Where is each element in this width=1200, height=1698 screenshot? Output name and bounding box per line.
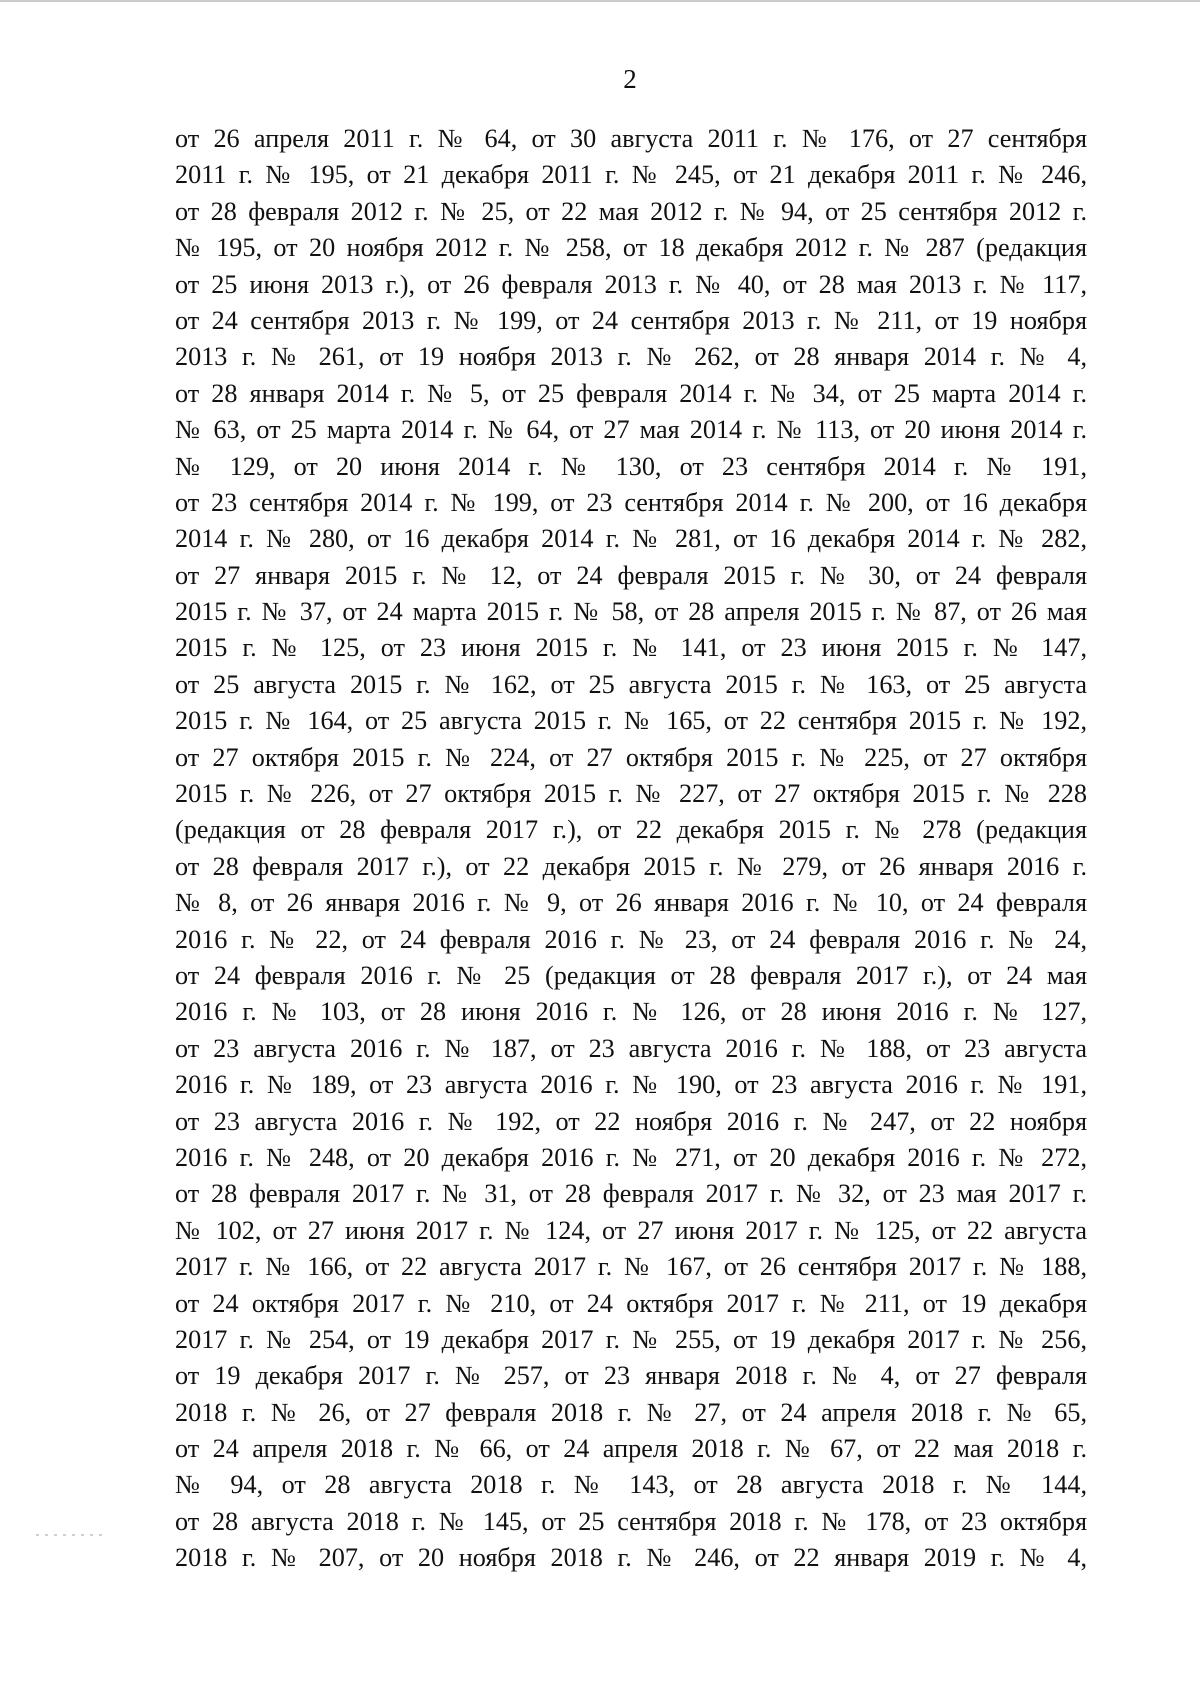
text-line: 2015 г. № 226, от 27 октября 2015 г. № 227, от 27 октября 2015 г. № 228 xyxy=(175,779,1087,809)
text-line: 2016 г. № 189, от 23 августа 2016 г. № 190, от 23 августа 2016 г. № 191, xyxy=(175,1070,1087,1100)
text-line: от 28 февраля 2017 г.), от 22 декабря 2015 г. № 279, от 26 января 2016 г. xyxy=(175,851,1087,881)
text-line: 2015 г. № 164, от 25 августа 2015 г. № 165, от 22 сентября 2015 г. № 192, xyxy=(175,706,1087,736)
body-text xyxy=(175,121,1087,1577)
scan-top-edge xyxy=(0,0,1200,2)
text-line: от 19 декабря 2017 г. № 257, от 23 января 2018 г. № 4, от 27 февраля xyxy=(175,1361,1087,1391)
text-line: от 24 октября 2017 г. № 210, от 24 октября 2017 г. № 211, от 19 декабря xyxy=(175,1288,1087,1318)
text-line: от 28 января 2014 г. № 5, от 25 февраля 2014 г. № 34, от 25 марта 2014 г. xyxy=(175,378,1087,408)
text-line: от 25 августа 2015 г. № 162, от 25 августа 2015 г. № 163, от 25 августа xyxy=(175,669,1087,699)
text-line: 2011 г. № 195, от 21 декабря 2011 г. № 245, от 21 декабря 2011 г. № 246, xyxy=(175,160,1087,190)
text-line: от 27 января 2015 г. № 12, от 24 февраля 2015 г. № 30, от 24 февраля xyxy=(175,560,1087,590)
text-line: 2015 г. № 37, от 24 марта 2015 г. № 58, от 28 апреля 2015 г. № 87, от 26 мая xyxy=(175,597,1087,627)
text-line: 2017 г. № 254, от 19 декабря 2017 г. № 255, от 19 декабря 2017 г. № 256, xyxy=(175,1324,1087,1354)
text-line: от 24 апреля 2018 г. № 66, от 24 апреля 2018 г. № 67, от 22 мая 2018 г. xyxy=(175,1434,1087,1464)
text-line: № 8, от 26 января 2016 г. № 9, от 26 января 2016 г. № 10, от 24 февраля xyxy=(175,888,1087,918)
text-line: 2016 г. № 22, от 24 февраля 2016 г. № 23, от 24 февраля 2016 г. № 24, xyxy=(175,924,1087,954)
text-line: от 23 сентября 2014 г. № 199, от 23 сентября 2014 г. № 200, от 16 декабря xyxy=(175,487,1087,517)
text-line: от 28 февраля 2012 г. № 25, от 22 мая 2012 г. № 94, от 25 сентября 2012 г. xyxy=(175,196,1087,226)
text-line: 2014 г. № 280, от 16 декабря 2014 г. № 281, от 16 декабря 2014 г. № 282, xyxy=(175,524,1087,554)
text-line: от 23 августа 2016 г. № 187, от 23 августа 2016 г. № 188, от 23 августа xyxy=(175,1033,1087,1063)
text-line: № 102, от 27 июня 2017 г. № 124, от 27 июня 2017 г. № 125, от 22 августа xyxy=(175,1215,1087,1245)
text-line: 2015 г. № 125, от 23 июня 2015 г. № 141, от 23 июня 2015 г. № 147, xyxy=(175,633,1087,663)
text-line: от 24 февраля 2016 г. № 25 (редакция от 28 февраля 2017 г.), от 24 мая xyxy=(175,960,1087,990)
text-line: от 27 октября 2015 г. № 224, от 27 октября 2015 г. № 225, от 27 октября xyxy=(175,742,1087,772)
text-line: 2018 г. № 207, от 20 ноября 2018 г. № 246, от 22 января 2019 г. № 4, xyxy=(175,1543,1087,1573)
text-line: (редакция от 28 февраля 2017 г.), от 22 декабря 2015 г. № 278 (редакция xyxy=(175,815,1087,845)
page-number: 2 xyxy=(623,64,637,94)
text-line: 2017 г. № 166, от 22 августа 2017 г. № 167, от 26 сентября 2017 г. № 188, xyxy=(175,1252,1087,1282)
text-line: от 28 февраля 2017 г. № 31, от 28 февраля 2017 г. № 32, от 23 мая 2017 г. xyxy=(175,1179,1087,1209)
text-line: от 26 апреля 2011 г. № 64, от 30 августа 2011 г. № 176, от 27 сентября xyxy=(175,124,1087,153)
text-line: от 28 августа 2018 г. № 145, от 25 сентября 2018 г. № 178, от 23 октября xyxy=(175,1506,1087,1536)
text-line: 2018 г. № 26, от 27 февраля 2018 г. № 27, от 24 апреля 2018 г. № 65, xyxy=(175,1397,1087,1427)
text-line: № 94, от 28 августа 2018 г. № 143, от 28 августа 2018 г. № 144, xyxy=(175,1470,1087,1500)
text-line: № 195, от 20 ноября 2012 г. № 258, от 18 декабря 2012 г. № 287 (редакция xyxy=(175,233,1087,263)
text-line: от 24 сентября 2013 г. № 199, от 24 сентября 2013 г. № 211, от 19 ноября xyxy=(175,305,1087,335)
text-line: от 23 августа 2016 г. № 192, от 22 ноября 2016 г. № 247, от 22 ноября xyxy=(175,1106,1087,1136)
text-line: 2016 г. № 103, от 28 июня 2016 г. № 126, от 28 июня 2016 г. № 127, xyxy=(175,997,1087,1027)
text-line: № 129, от 20 июня 2014 г. № 130, от 23 сентября 2014 г. № 191, xyxy=(175,451,1087,481)
text-line: 2016 г. № 248, от 20 декабря 2016 г. № 271, от 20 декабря 2016 г. № 272, xyxy=(175,1142,1087,1172)
text-line: № 63, от 25 марта 2014 г. № 64, от 27 мая 2014 г. № 113, от 20 июня 2014 г. xyxy=(175,415,1087,445)
scan-margin-mark xyxy=(36,1534,108,1536)
text-line: 2013 г. № 261, от 19 ноября 2013 г. № 262, от 28 января 2014 г. № 4, xyxy=(175,342,1087,372)
text-line: от 25 июня 2013 г.), от 26 февраля 2013 г. № 40, от 28 мая 2013 г. № 117, xyxy=(175,269,1087,299)
